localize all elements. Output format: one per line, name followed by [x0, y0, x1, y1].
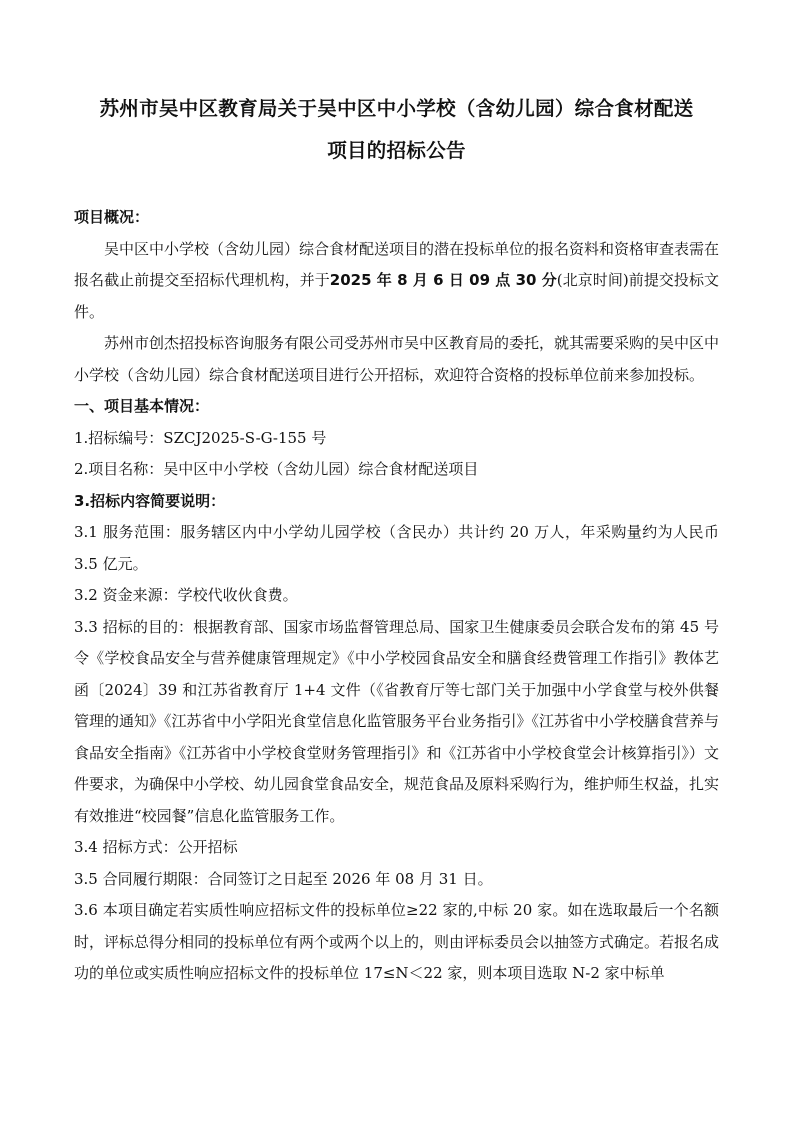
document-title — [74, 0, 719, 172]
title-line-2: 项目的招标公告 — [327, 139, 466, 162]
item-funding-source: 3.2 资金来源：学校代收伙食费。 — [74, 586, 298, 604]
submission-deadline: 2025 年 8 月 6 日 09 点 30 分 — [329, 271, 557, 289]
overview-p1-text: 吴中区中小学校（含幼儿园）综合食材配送项目的潜在投标单位的报名资料和资格审查表需在报名截止前提交至招标代理机构，并于 — [74, 239, 720, 289]
item-3-heading: 3.招标内容简要说明： — [74, 491, 226, 510]
document-body — [74, 202, 719, 990]
item-tender-number: 1.招标编号：SZCJ2025-S-G-155 号 — [74, 428, 327, 447]
item-service-scope: 3.1 服务范围：服务辖区内中小学幼儿园学校（含民办）共计约 20 万人，年采购量约为人民币 3.5 亿元。 — [74, 523, 719, 573]
title-line-1: 苏州市吴中区教育局关于吴中区中小学校（含幼儿园）综合食材配送 — [99, 97, 694, 120]
item-tender-method: 3.4 招标方式：公开招标 — [74, 838, 238, 856]
item-contract-period: 3.5 合同履行期限：合同签订之日起至 2026 年 08 月 31 日。 — [74, 869, 493, 888]
item-tender-purpose: 3.3 招标的目的：根据教育部、国家市场监督管理总局、国家卫生健康委员会联合发布的第 45 号令《学校食品安全与营养健康管理规定》《中小学校园食品安全和膳食经费管理工作指引》教体艺函〔2024〕39 和江苏省教育厅 1+4 文件（《省教育厅等七部门关于加强中小学食堂与校外供餐管理的通知》《江苏省中小学阳光食堂信息化监管服务平台业务指引》《江苏省中小学校膳食营养与食品安全指南》《江苏省中小学校食堂财务管理指引》和《江苏省中小学校食堂会计核算指引》）文件要求，为确保中小学校、幼儿园食堂食品安全，规范食品及原料采购行为，维护师生权益，扎实有效推进“校园餐”信息化监管服务工作。 — [74, 617, 720, 825]
item-winner-selection: 3.6 本项目确定若实质性响应招标文件的投标单位≥22 家的,中标 20 家。如在选取最后一个名额时，评标总得分相同的投标单位有两个或两个以上的，则由评标委员会以抽签方式确定。若报名成功的单位或实质性响应招标文件的投标单位 17≤N＜22 家，则本项目选取 N-2 家中标单 — [74, 901, 720, 982]
section-1-heading: 一、项目基本情况： — [74, 397, 210, 415]
overview-paragraph-2: 苏州市创杰招投标咨询服务有限公司受苏州市吴中区教育局的委托，就其需要采购的吴中区中小学校（含幼儿园）综合食材配送项目进行公开招标，欢迎符合资格的投标单位前来参加投标。 — [74, 334, 720, 384]
overview-heading: 项目概况： — [74, 208, 150, 226]
overview-paragraph-1 — [74, 234, 719, 329]
overview-p1-tail: (北京时间)前提交投标文件。 — [74, 271, 719, 321]
item-project-name: 2.项目名称：吴中区中小学校（含幼儿园）综合食材配送项目 — [74, 460, 479, 478]
